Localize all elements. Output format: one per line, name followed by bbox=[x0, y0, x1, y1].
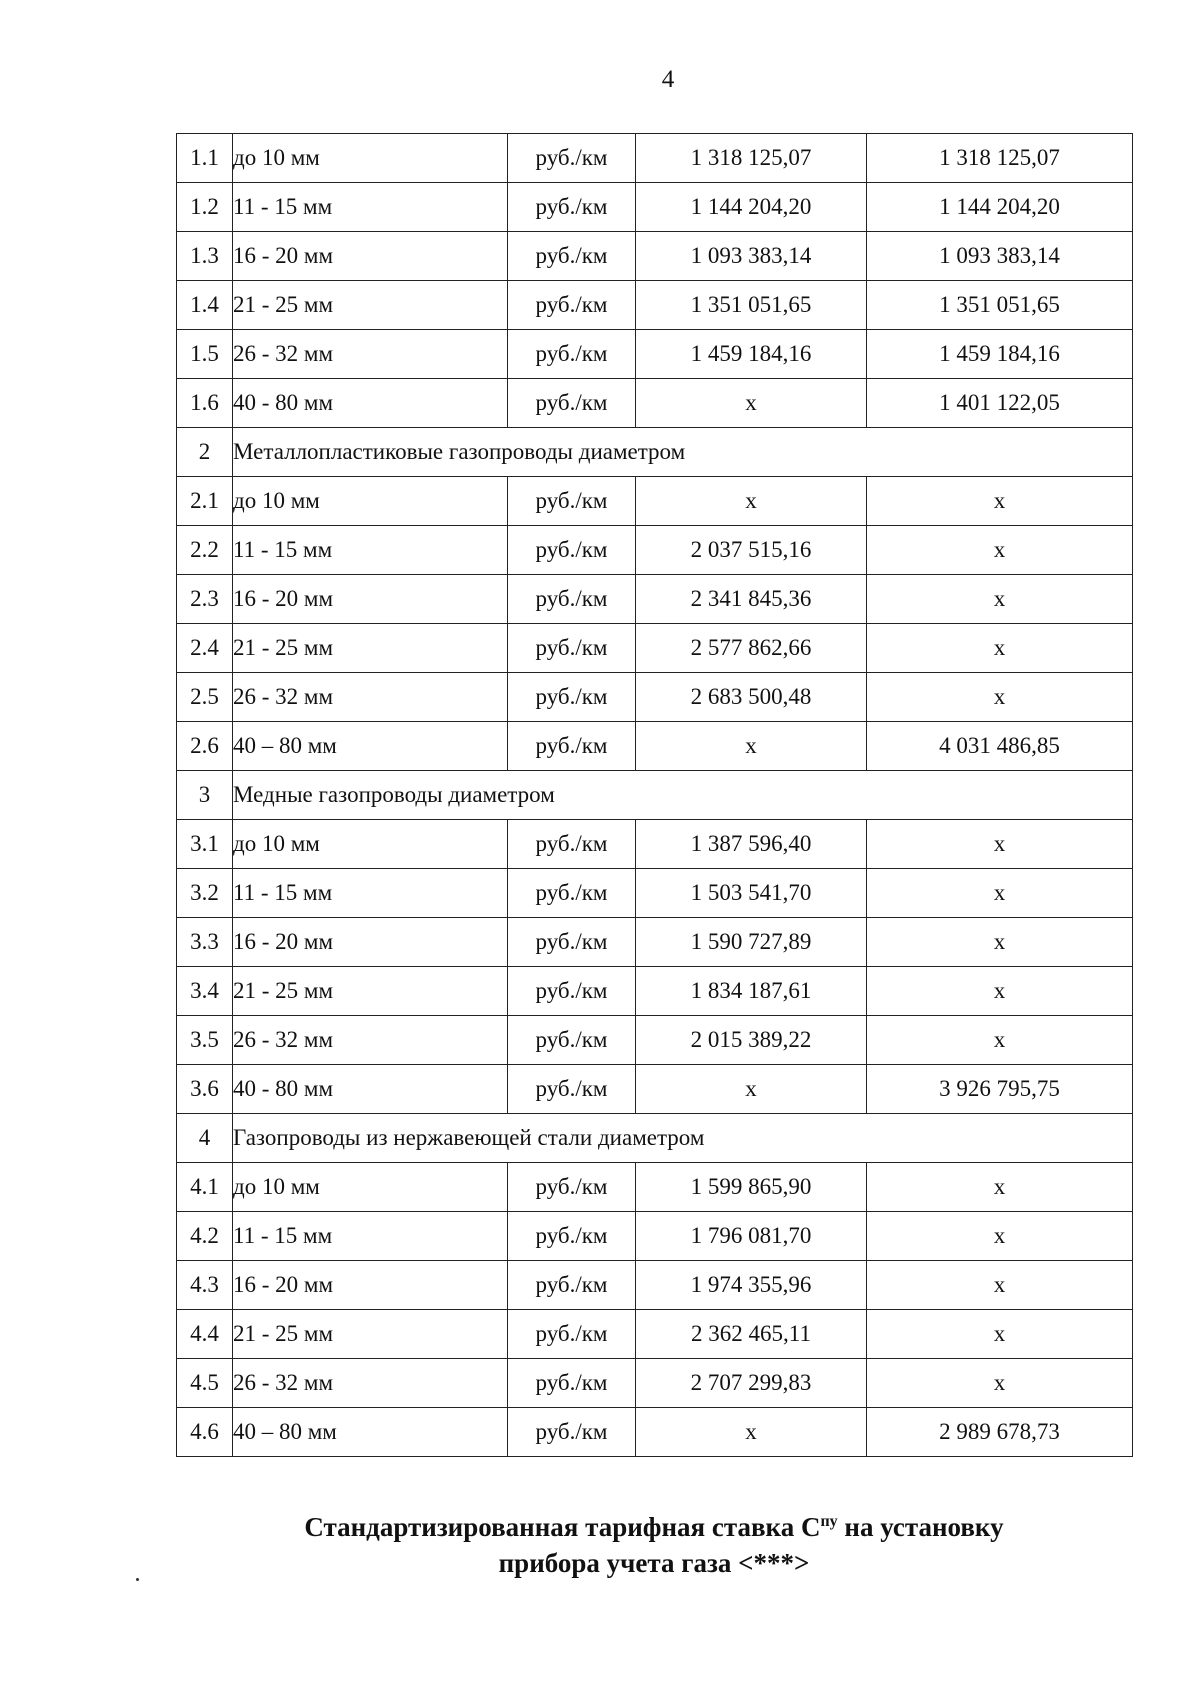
section-title-cell: Медные газопроводы диаметром bbox=[233, 771, 1133, 820]
table-row bbox=[177, 1212, 1133, 1261]
rate-value-cell: х bbox=[867, 1212, 1133, 1261]
rate-value-cell: 1 093 383,14 bbox=[636, 232, 867, 281]
heading-text-line2: прибора учета газа <***> bbox=[498, 1548, 810, 1578]
rate-value-cell: 1 144 204,20 bbox=[867, 183, 1133, 232]
table-row bbox=[177, 183, 1133, 232]
row-number-cell: 3.1 bbox=[177, 820, 233, 869]
unit-cell: руб./км bbox=[508, 624, 636, 673]
table-row bbox=[177, 281, 1133, 330]
section-row bbox=[177, 1114, 1133, 1163]
unit-cell: руб./км bbox=[508, 134, 636, 183]
diameter-cell: 40 – 80 мм bbox=[233, 1408, 508, 1457]
diameter-cell: 21 - 25 мм bbox=[233, 281, 508, 330]
rate-value-cell: х bbox=[636, 477, 867, 526]
row-number-cell: 1.2 bbox=[177, 183, 233, 232]
row-number-cell: 2.3 bbox=[177, 575, 233, 624]
unit-cell: руб./км bbox=[508, 918, 636, 967]
rate-value-cell: х bbox=[636, 722, 867, 771]
rate-value-cell: х bbox=[867, 575, 1133, 624]
rate-value-cell: 2 989 678,73 bbox=[867, 1408, 1133, 1457]
table-row bbox=[177, 575, 1133, 624]
row-number-cell: 2.6 bbox=[177, 722, 233, 771]
rate-value-cell: 2 341 845,36 bbox=[636, 575, 867, 624]
rate-value-cell: 1 503 541,70 bbox=[636, 869, 867, 918]
section-title-cell: Газопроводы из нержавеющей стали диаметром bbox=[233, 1114, 1133, 1163]
row-number-cell: 3.2 bbox=[177, 869, 233, 918]
row-number-cell: 1.4 bbox=[177, 281, 233, 330]
section-number-cell: 3 bbox=[177, 771, 233, 820]
table-row bbox=[177, 1065, 1133, 1114]
row-number-cell: 3.3 bbox=[177, 918, 233, 967]
diameter-cell: 11 - 15 мм bbox=[233, 869, 508, 918]
rate-value-cell: 2 707 299,83 bbox=[636, 1359, 867, 1408]
diameter-cell: до 10 мм bbox=[233, 1163, 508, 1212]
table-row bbox=[177, 624, 1133, 673]
section-heading bbox=[176, 1504, 1132, 1581]
rate-value-cell: 1 590 727,89 bbox=[636, 918, 867, 967]
rate-value-cell: х bbox=[867, 967, 1133, 1016]
diameter-cell: до 10 мм bbox=[233, 820, 508, 869]
row-number-cell: 2.1 bbox=[177, 477, 233, 526]
section-row bbox=[177, 771, 1133, 820]
unit-cell: руб./км bbox=[508, 1310, 636, 1359]
table-row bbox=[177, 330, 1133, 379]
row-number-cell: 2.2 bbox=[177, 526, 233, 575]
row-number-cell: 4.4 bbox=[177, 1310, 233, 1359]
diameter-cell: 26 - 32 мм bbox=[233, 673, 508, 722]
table-row bbox=[177, 820, 1133, 869]
unit-cell: руб./км bbox=[508, 1408, 636, 1457]
diameter-cell: 11 - 15 мм bbox=[233, 526, 508, 575]
rate-value-cell: 1 599 865,90 bbox=[636, 1163, 867, 1212]
row-number-cell: 4.2 bbox=[177, 1212, 233, 1261]
table-row bbox=[177, 526, 1133, 575]
table-row bbox=[177, 1016, 1133, 1065]
rate-value-cell: 1 387 596,40 bbox=[636, 820, 867, 869]
unit-cell: руб./км bbox=[508, 232, 636, 281]
heading-text-part2: на установку bbox=[837, 1512, 1004, 1542]
page-number: 4 bbox=[661, 66, 675, 93]
rate-value-cell: х bbox=[867, 477, 1133, 526]
rate-value-cell: 3 926 795,75 bbox=[867, 1065, 1133, 1114]
row-number-cell: 2.5 bbox=[177, 673, 233, 722]
table-row bbox=[177, 477, 1133, 526]
row-number-cell: 2.4 bbox=[177, 624, 233, 673]
unit-cell: руб./км bbox=[508, 1261, 636, 1310]
table-row bbox=[177, 134, 1133, 183]
unit-cell: руб./км bbox=[508, 1359, 636, 1408]
scan-speck bbox=[136, 1578, 139, 1581]
heading-superscript: пу bbox=[820, 1513, 838, 1530]
rate-value-cell: 1 834 187,61 bbox=[636, 967, 867, 1016]
diameter-cell: 21 - 25 мм bbox=[233, 624, 508, 673]
table-row bbox=[177, 379, 1133, 428]
table-row bbox=[177, 722, 1133, 771]
row-number-cell: 3.4 bbox=[177, 967, 233, 1016]
rate-value-cell: 2 362 465,11 bbox=[636, 1310, 867, 1359]
diameter-cell: 40 - 80 мм bbox=[233, 1065, 508, 1114]
table-row bbox=[177, 1163, 1133, 1212]
rate-value-cell: х bbox=[867, 1016, 1133, 1065]
unit-cell: руб./км bbox=[508, 869, 636, 918]
rate-value-cell: 1 974 355,96 bbox=[636, 1261, 867, 1310]
row-number-cell: 1.5 bbox=[177, 330, 233, 379]
diameter-cell: 21 - 25 мм bbox=[233, 1310, 508, 1359]
diameter-cell: 16 - 20 мм bbox=[233, 1261, 508, 1310]
rate-value-cell: 2 577 862,66 bbox=[636, 624, 867, 673]
rate-value-cell: х bbox=[867, 526, 1133, 575]
diameter-cell: 40 – 80 мм bbox=[233, 722, 508, 771]
row-number-cell: 1.3 bbox=[177, 232, 233, 281]
diameter-cell: 40 - 80 мм bbox=[233, 379, 508, 428]
diameter-cell: 16 - 20 мм bbox=[233, 232, 508, 281]
row-number-cell: 4.1 bbox=[177, 1163, 233, 1212]
table-row bbox=[177, 232, 1133, 281]
unit-cell: руб./км bbox=[508, 526, 636, 575]
row-number-cell: 3.5 bbox=[177, 1016, 233, 1065]
table-row bbox=[177, 1261, 1133, 1310]
rate-value-cell: 1 351 051,65 bbox=[636, 281, 867, 330]
rate-value-cell: 1 459 184,16 bbox=[867, 330, 1133, 379]
section-number-cell: 4 bbox=[177, 1114, 233, 1163]
rate-value-cell: 1 401 122,05 bbox=[867, 379, 1133, 428]
unit-cell: руб./км bbox=[508, 820, 636, 869]
section-row bbox=[177, 428, 1133, 477]
diameter-cell: 21 - 25 мм bbox=[233, 967, 508, 1016]
unit-cell: руб./км bbox=[508, 722, 636, 771]
unit-cell: руб./км bbox=[508, 1212, 636, 1261]
diameter-cell: 16 - 20 мм bbox=[233, 575, 508, 624]
row-number-cell: 4.6 bbox=[177, 1408, 233, 1457]
diameter-cell: 26 - 32 мм bbox=[233, 1016, 508, 1065]
rate-value-cell: х bbox=[867, 1261, 1133, 1310]
rate-value-cell: х bbox=[867, 918, 1133, 967]
tariff-table-body bbox=[177, 134, 1133, 1457]
unit-cell: руб./км bbox=[508, 183, 636, 232]
row-number-cell: 4.3 bbox=[177, 1261, 233, 1310]
rate-value-cell: 1 318 125,07 bbox=[636, 134, 867, 183]
table-row bbox=[177, 1408, 1133, 1457]
diameter-cell: 11 - 15 мм bbox=[233, 183, 508, 232]
diameter-cell: 26 - 32 мм bbox=[233, 330, 508, 379]
unit-cell: руб./км bbox=[508, 379, 636, 428]
unit-cell: руб./км bbox=[508, 1065, 636, 1114]
diameter-cell: до 10 мм bbox=[233, 134, 508, 183]
rate-value-cell: 1 093 383,14 bbox=[867, 232, 1133, 281]
table-row bbox=[177, 1359, 1133, 1408]
unit-cell: руб./км bbox=[508, 673, 636, 722]
unit-cell: руб./км bbox=[508, 575, 636, 624]
row-number-cell: 3.6 bbox=[177, 1065, 233, 1114]
tariff-table bbox=[176, 133, 1133, 1457]
rate-value-cell: х bbox=[636, 1408, 867, 1457]
diameter-cell: 11 - 15 мм bbox=[233, 1212, 508, 1261]
rate-value-cell: х bbox=[636, 379, 867, 428]
row-number-cell: 4.5 bbox=[177, 1359, 233, 1408]
rate-value-cell: 2 015 389,22 bbox=[636, 1016, 867, 1065]
row-number-cell: 1.6 bbox=[177, 379, 233, 428]
unit-cell: руб./км bbox=[508, 1016, 636, 1065]
rate-value-cell: 2 037 515,16 bbox=[636, 526, 867, 575]
rate-value-cell: х bbox=[867, 1163, 1133, 1212]
rate-value-cell: 1 318 125,07 bbox=[867, 134, 1133, 183]
heading-text-part1: Стандартизированная тарифная ставка C bbox=[304, 1512, 821, 1542]
table-row bbox=[177, 869, 1133, 918]
table-row bbox=[177, 673, 1133, 722]
unit-cell: руб./км bbox=[508, 1163, 636, 1212]
table-row bbox=[177, 918, 1133, 967]
rate-value-cell: х bbox=[867, 673, 1133, 722]
unit-cell: руб./км bbox=[508, 967, 636, 1016]
rate-value-cell: х bbox=[867, 869, 1133, 918]
rate-value-cell: 1 351 051,65 bbox=[867, 281, 1133, 330]
diameter-cell: 16 - 20 мм bbox=[233, 918, 508, 967]
rate-value-cell: 1 459 184,16 bbox=[636, 330, 867, 379]
table-row bbox=[177, 967, 1133, 1016]
rate-value-cell: х bbox=[636, 1065, 867, 1114]
diameter-cell: 26 - 32 мм bbox=[233, 1359, 508, 1408]
row-number-cell: 1.1 bbox=[177, 134, 233, 183]
unit-cell: руб./км bbox=[508, 477, 636, 526]
rate-value-cell: 1 796 081,70 bbox=[636, 1212, 867, 1261]
rate-value-cell: 1 144 204,20 bbox=[636, 183, 867, 232]
section-title-cell: Металлопластиковые газопроводы диаметром bbox=[233, 428, 1133, 477]
section-number-cell: 2 bbox=[177, 428, 233, 477]
unit-cell: руб./км bbox=[508, 281, 636, 330]
rate-value-cell: 4 031 486,85 bbox=[867, 722, 1133, 771]
unit-cell: руб./км bbox=[508, 330, 636, 379]
rate-value-cell: х bbox=[867, 1359, 1133, 1408]
rate-value-cell: х bbox=[867, 820, 1133, 869]
table-row bbox=[177, 1310, 1133, 1359]
rate-value-cell: х bbox=[867, 624, 1133, 673]
diameter-cell: до 10 мм bbox=[233, 477, 508, 526]
rate-value-cell: 2 683 500,48 bbox=[636, 673, 867, 722]
rate-value-cell: х bbox=[867, 1310, 1133, 1359]
